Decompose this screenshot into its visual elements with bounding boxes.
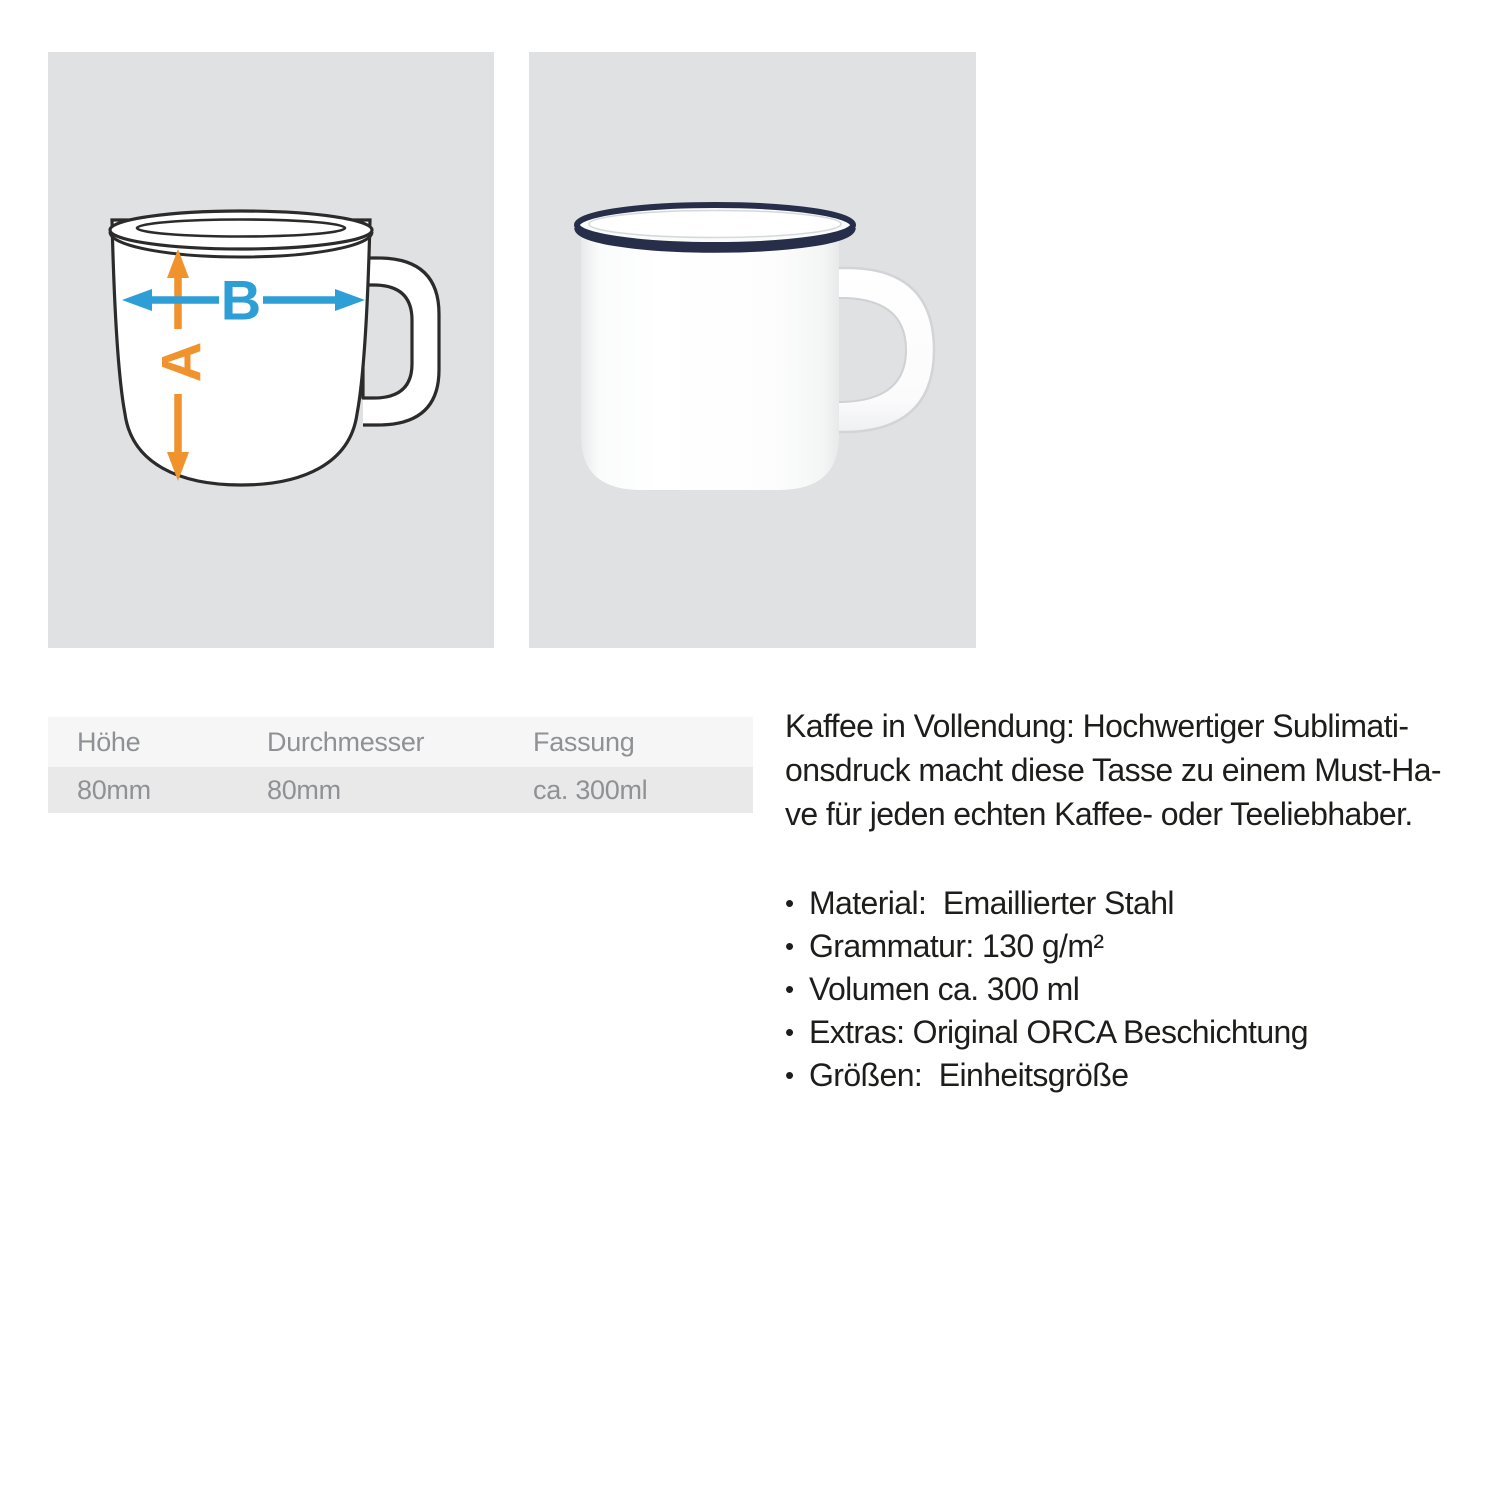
mug-opening-outline [137, 220, 345, 237]
list-item [785, 925, 1475, 968]
size-table-header-hoehe: Höhe [77, 726, 141, 757]
description-line: Kaffee in Vollendung: Hochwertiger Sublimati- [785, 708, 1409, 744]
size-table-data-row [48, 767, 753, 813]
product-description [785, 704, 1475, 1097]
size-table-header-row [48, 717, 753, 767]
size-table-cell-hoehe: 80mm [77, 774, 151, 805]
description-line: onsdruck macht diese Tasse zu einem Must-Ha- [785, 752, 1441, 788]
size-table-cell-durchmesser: 80mm [267, 774, 341, 805]
bullet-icon: • [785, 888, 794, 918]
mug-photo-opening [589, 211, 841, 238]
feature-grammatur: Grammatur: 130 g/m² [809, 928, 1104, 964]
mug-size-diagram-icon [48, 52, 494, 648]
size-table-header-fassung: Fassung [533, 726, 635, 757]
feature-extras: Extras: Original ORCA Beschichtung [809, 1014, 1308, 1050]
size-table-cell-fassung: ca. 300ml [533, 774, 648, 805]
size-table [48, 717, 753, 813]
bullet-icon: • [785, 1017, 794, 1047]
bullet-icon: • [785, 974, 794, 1004]
bullet-icon: • [785, 1060, 794, 1090]
diameter-label: B [220, 268, 262, 332]
list-item [785, 882, 1475, 925]
bullet-icon: • [785, 931, 794, 961]
list-item [785, 968, 1475, 1011]
product-photo-panel [529, 52, 976, 648]
height-label: A [149, 341, 213, 383]
feature-volumen: Volumen ca. 300 ml [809, 971, 1080, 1007]
description-paragraph [785, 704, 1475, 836]
list-item [785, 1011, 1475, 1054]
list-item [785, 1054, 1475, 1097]
enamel-mug-photo [529, 52, 976, 648]
feature-material: Material: Emaillierter Stahl [809, 885, 1174, 921]
mug-photo-body [581, 234, 839, 490]
description-line: ve für jeden echten Kaffee- oder Teeliebhaber. [785, 796, 1413, 832]
mug-handle-hole-outline [363, 285, 412, 398]
feature-groessen: Größen: Einheitsgröße [809, 1057, 1129, 1093]
size-diagram-panel [48, 52, 494, 648]
product-features-list [785, 882, 1475, 1097]
size-table-header-durchmesser: Durchmesser [267, 726, 425, 757]
